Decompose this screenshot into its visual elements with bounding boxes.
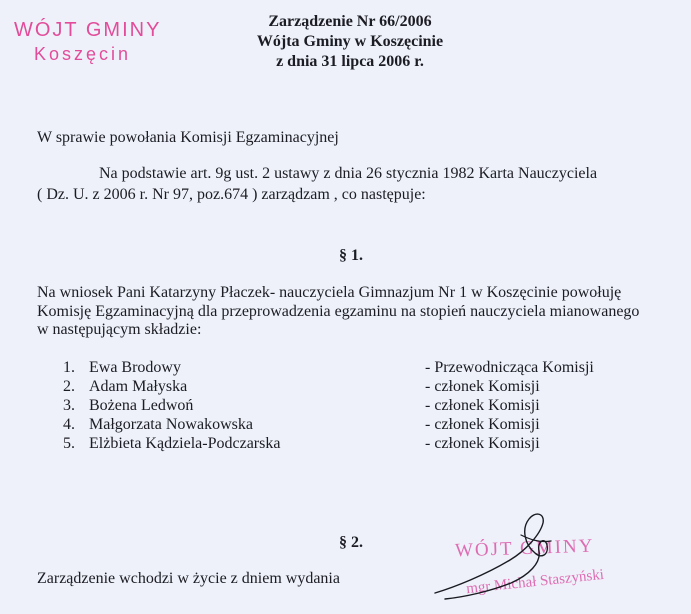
- header-title: Zarządzenie Nr 66/2006: [268, 13, 432, 30]
- member-number: 4.: [63, 416, 75, 433]
- member-number: 5.: [63, 435, 75, 452]
- member-name: Elżbieta Kądziela-Podczarska: [89, 435, 281, 452]
- subject-line: W sprawie powołania Komisji Egzaminacyjnej: [37, 129, 339, 146]
- section-2-heading: § 2.: [339, 534, 363, 551]
- member-role: - Przewodnicząca Komisji: [425, 359, 594, 376]
- signature-stamp-title: WÓJT GMINY: [454, 535, 595, 562]
- signature-stamp-name: mgr Michał Staszyński: [465, 566, 605, 598]
- stamp-wojt-gminy: WÓJT GMINY: [14, 19, 162, 41]
- member-role: - członek Komisji: [425, 416, 540, 433]
- stamp-koszecin: Koszęcin: [34, 44, 132, 64]
- handwritten-signature: [425, 505, 575, 605]
- section-1-line2: Komisję Egzaminacyjną dla przeprowadzenia egzaminu na stopień nauczyciela mianowanego: [37, 303, 640, 320]
- section-1-line3: w następującym składzie:: [37, 321, 202, 338]
- member-name: Adam Małyska: [89, 378, 188, 395]
- member-name: Małgorzata Nowakowska: [89, 416, 253, 433]
- member-number: 1.: [63, 359, 75, 376]
- legal-basis-line2: ( Dz. U. z 2006 r. Nr 97, poz.674 ) zarządzam , co następuje:: [37, 186, 426, 203]
- section-2-text: Zarządzenie wchodzi w życie z dniem wydania: [37, 570, 340, 587]
- header-date: z dnia 31 lipca 2006 r.: [276, 53, 424, 70]
- member-name: Bożena Ledwoń: [89, 397, 194, 414]
- section-1-heading: § 1.: [339, 247, 363, 264]
- member-role: - członek Komisji: [425, 378, 540, 395]
- member-role: - członek Komisji: [425, 397, 540, 414]
- member-role: - członek Komisji: [425, 435, 540, 452]
- member-name: Ewa Brodowy: [89, 359, 181, 376]
- member-number: 2.: [63, 378, 75, 395]
- header-issuer: Wójta Gminy w Koszęcinie: [256, 33, 444, 50]
- member-number: 3.: [63, 397, 75, 414]
- legal-basis-line1: Na podstawie art. 9g ust. 2 ustawy z dnia 26 stycznia 1982 Karta Nauczyciela: [99, 165, 598, 182]
- section-1-line1: Na wniosek Pani Katarzyny Płaczek- nauczyciela Gimnazjum Nr 1 w Koszęcinie powołuję: [37, 284, 622, 301]
